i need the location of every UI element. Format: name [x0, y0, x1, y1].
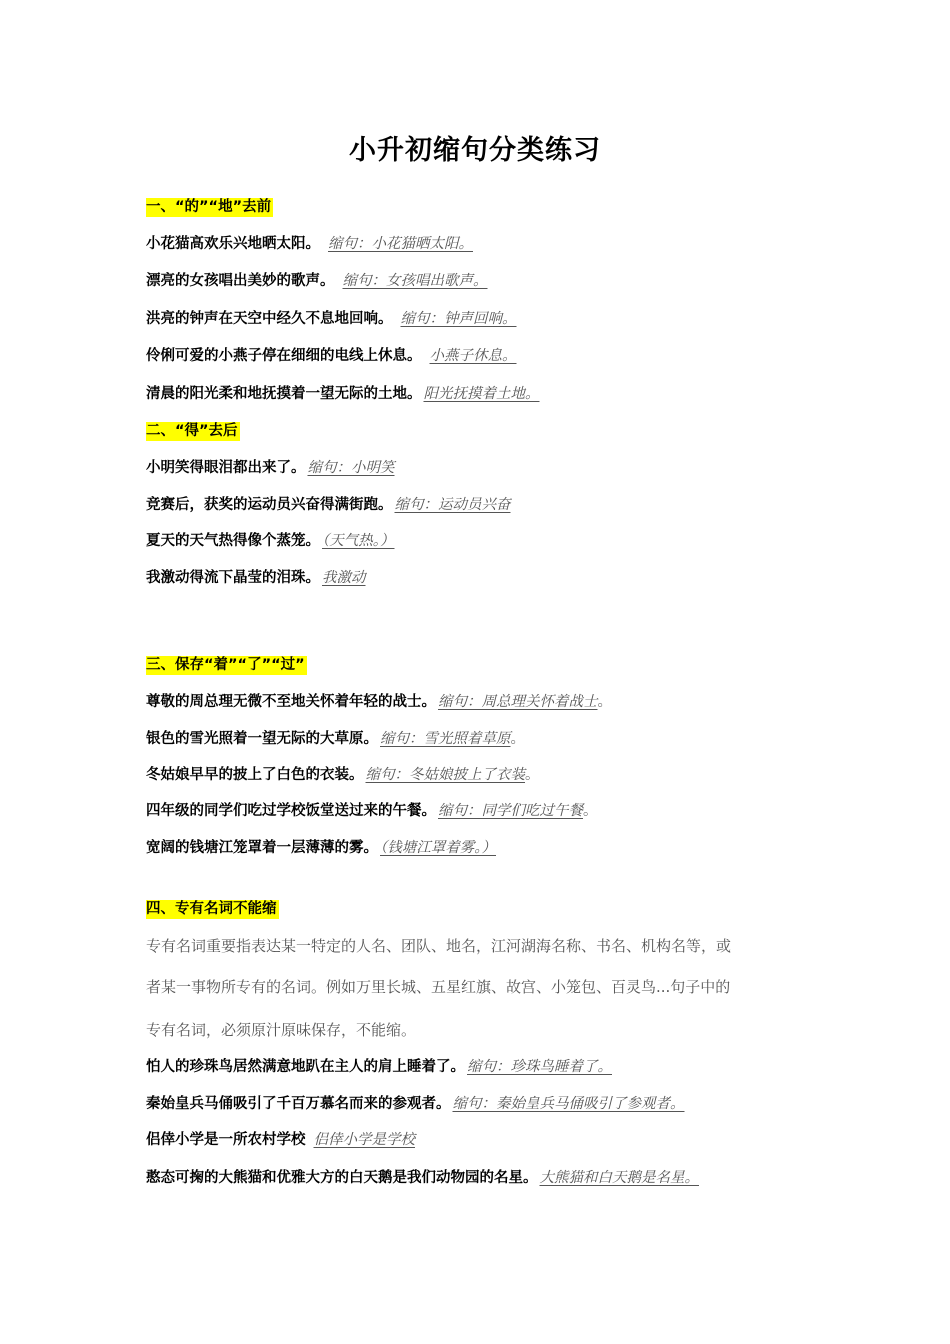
exercise-line — [146, 765, 540, 785]
explanation-line: 者某一事物所专有的名词。例如万里长城、五星红旗、故宫、小笼包、百灵鸟...句子中的 — [146, 978, 731, 996]
exercise-line — [146, 271, 488, 291]
exercise-line — [146, 234, 473, 254]
exercise-answer: 大熊猫和白天鹅是名星。 — [539, 1170, 699, 1186]
exercise-line — [146, 384, 540, 404]
exercise-sentence: 秦始皇兵马俑吸引了千百万慕名而来的参观者。 — [146, 1096, 451, 1112]
exercise-sentence: 冬姑娘早早的披上了白色的衣装。 — [146, 767, 364, 783]
exercise-line — [146, 1168, 699, 1188]
exercise-line — [146, 1130, 415, 1150]
section-heading-2: 二、“得”去后 — [146, 423, 238, 439]
exercise-sentence: 漂亮的女孩唱出美妙的歌声。 — [146, 273, 335, 289]
exercise-answer: 侣倖小学是学校 — [313, 1132, 415, 1148]
exercise-sentence: 伶俐可爱的小燕子停在细细的电线上休息。 — [146, 348, 422, 364]
exercise-answer: 缩句：冬姑娘披上了衣装 — [365, 767, 525, 783]
explanation-line: 专有名词，必须原汁原味保存，不能缩。 — [146, 1021, 417, 1039]
exercise-answer: 缩句：秦始皇兵马俑吸引了参观者。 — [452, 1096, 685, 1112]
explanation-line: 专有名词重要指表达某一特定的人名、团队、地名，江河湖海名称、书名、机构名等，或 — [146, 937, 732, 955]
exercise-sentence: 清晨的阳光柔和地抚摸着一望无际的土地。 — [146, 386, 422, 402]
exercise-sentence: 银色的雪光照着一望无际的大草原。 — [146, 731, 378, 747]
section-heading-4: 四、专有名词不能缩 — [146, 901, 277, 917]
exercise-answer: 缩句：周总理关怀着战士 — [438, 694, 598, 710]
page-title: 小升初缩句分类练习 — [349, 135, 601, 166]
exercise-answer: （天气热。） — [322, 533, 395, 549]
exercise-line — [146, 801, 598, 821]
section-heading-3: 三、保存“着”“了”“过” — [146, 657, 305, 673]
exercise-answer: 我激动 — [322, 570, 366, 586]
exercise-sentence: 尊敬的周总理无微不至地关怀着年轻的战士。 — [146, 694, 436, 710]
exercise-sentence: 夏天的天气热得像个蒸笼。 — [146, 533, 320, 549]
exercise-answer: 缩句：雪光照着草原 — [380, 731, 511, 747]
exercise-line — [146, 568, 366, 588]
exercise-answer: 缩句：女孩唱出歌声。 — [342, 273, 488, 289]
exercise-line — [146, 458, 395, 478]
exercise-answer: 缩句：珍珠鸟睡着了。 — [467, 1059, 612, 1075]
exercise-sentence: 小花猫高欢乐兴地晒太阳。 — [146, 236, 320, 252]
exercise-line — [146, 309, 517, 329]
section-heading-1: 一、“的”“地”去前 — [146, 199, 272, 215]
exercise-line — [146, 1057, 612, 1077]
exercise-line — [146, 495, 511, 515]
exercise-line — [146, 729, 525, 749]
exercise-sentence: 四年级的同学们吃过学校饭堂送过来的午餐。 — [146, 803, 436, 819]
exercise-line — [146, 838, 496, 858]
exercise-line — [146, 531, 395, 551]
exercise-sentence: 小明笑得眼泪都出来了。 — [146, 460, 306, 476]
exercise-answer: 缩句：小花猫晒太阳。 — [328, 236, 473, 252]
exercise-answer: 缩句：小明笑 — [307, 460, 395, 476]
exercise-answer: 缩句：钟声回响。 — [400, 311, 517, 327]
exercise-sentence: 洪亮的钟声在天空中经久不息地回响。 — [146, 311, 393, 327]
answer-tail: 。 — [525, 767, 540, 783]
exercise-sentence: 竞赛后，获奖的运动员兴奋得满街跑。 — [146, 497, 393, 513]
exercise-answer: 阳光抚摸着土地。 — [423, 386, 540, 402]
answer-tail: 。 — [583, 803, 598, 819]
answer-tail: 。 — [597, 694, 612, 710]
exercise-answer: 小燕子休息。 — [429, 348, 517, 364]
answer-tail: 。 — [510, 731, 525, 747]
exercise-answer: （钱塘江罩着雾。） — [380, 840, 496, 856]
exercise-answer: 缩句：同学们吃过午餐 — [438, 803, 583, 819]
exercise-sentence: 侣倖小学是一所农村学校 — [146, 1132, 306, 1148]
exercise-line — [146, 1094, 685, 1114]
exercise-sentence: 宽阔的钱塘江笼罩着一层薄薄的雾。 — [146, 840, 378, 856]
exercise-line — [146, 346, 517, 366]
exercise-sentence: 憨态可掬的大熊猫和优雅大方的白天鹅是我们动物园的名星。 — [146, 1170, 538, 1186]
exercise-line — [146, 692, 612, 712]
exercise-answer: 缩句：运动员兴奋 — [394, 497, 511, 513]
exercise-sentence: 怕人的珍珠鸟居然满意地趴在主人的肩上睡着了。 — [146, 1059, 465, 1075]
exercise-sentence: 我激动得流下晶莹的泪珠。 — [146, 570, 320, 586]
